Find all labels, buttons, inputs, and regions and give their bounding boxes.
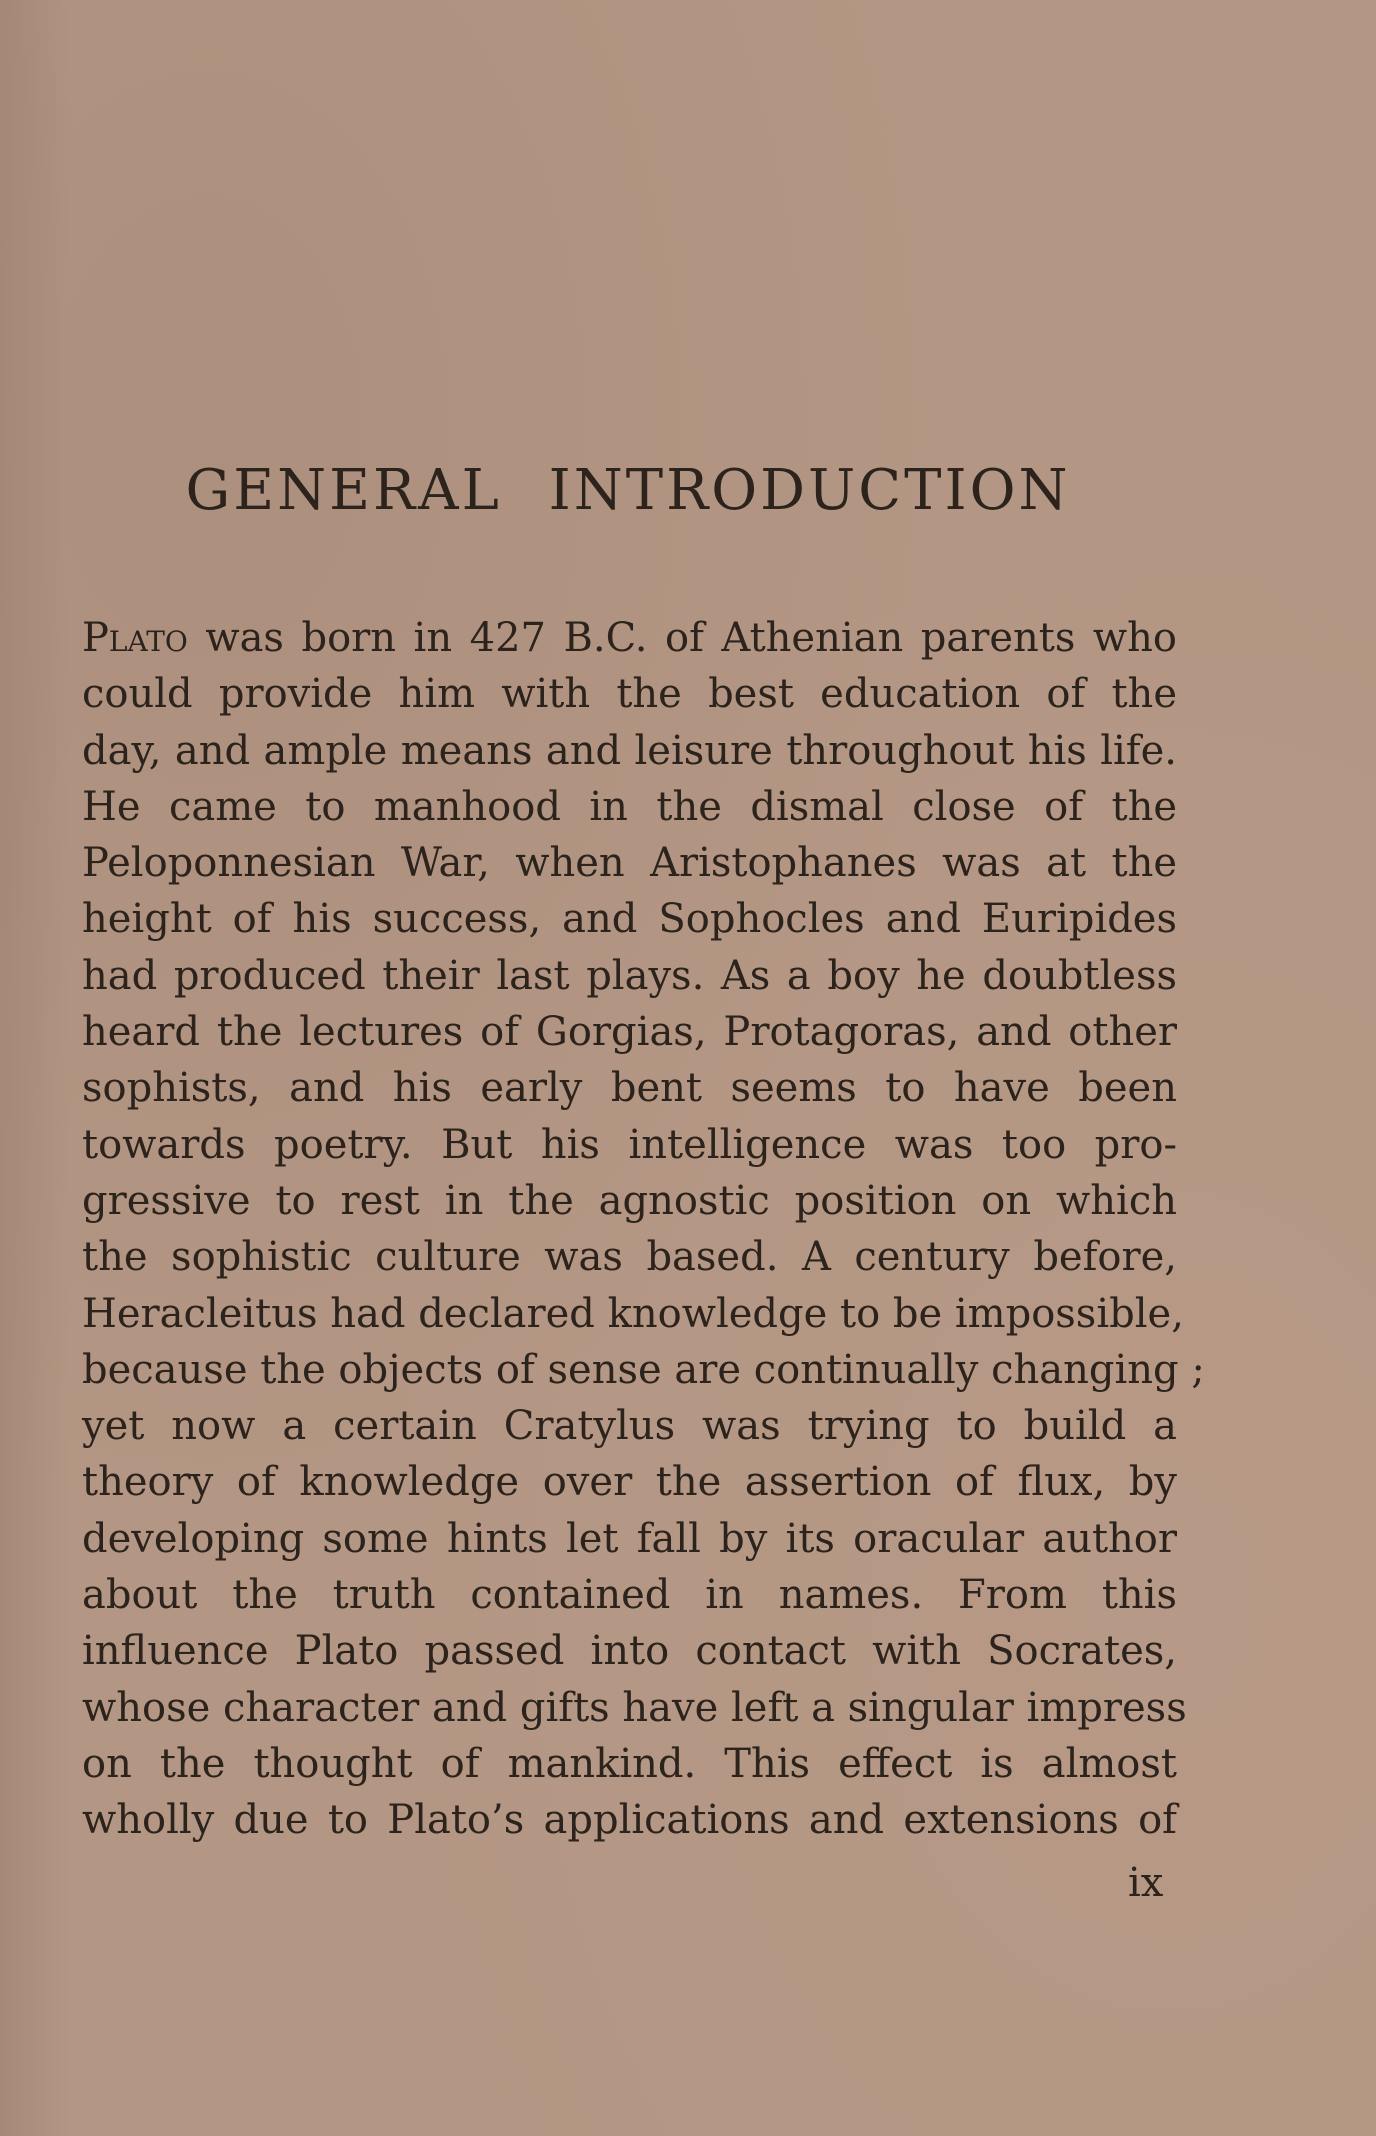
text-line: theory of knowledge over the assertion of flux, by	[82, 1459, 1177, 1506]
text-line: on the thought of mankind. This effect is almost	[82, 1740, 1177, 1787]
text-line: towards poetry. But his intelligence was too pro-	[82, 1121, 1177, 1168]
chapter-heading: GENERAL INTRODUCTION	[185, 458, 1071, 523]
text-line: about the truth contained in names. From this	[82, 1572, 1177, 1619]
text-line: wholly due to Plato’s applications and extensions of	[82, 1797, 1177, 1844]
text-line: had produced their last plays. As a boy he doubtless	[82, 952, 1177, 999]
text-line: Heracleitus had declared knowledge to be impossible,	[82, 1290, 1184, 1337]
text-line: yet now a certain Cratylus was trying to build a	[82, 1403, 1177, 1450]
text-line: could provide him with the best education of the	[82, 671, 1177, 718]
opening-word: Plato	[82, 615, 188, 661]
text-line: height of his success, and Sophocles and Euripides	[82, 896, 1177, 943]
text-line: sophists, and his early bent seems to have been	[82, 1065, 1177, 1112]
text-line: whose character and gifts have left a singular impress	[82, 1684, 1187, 1731]
text-line: developing some hints let fall by its oracular author	[82, 1515, 1177, 1562]
text-line: heard the lectures of Gorgias, Protagoras, and other	[82, 1009, 1177, 1056]
text-line: Plato was born in 427 B.C. of Athenian parents who	[82, 615, 1177, 661]
text-line: He came to manhood in the dismal close of the	[82, 783, 1177, 830]
text-line: because the objects of sense are continually changing ;	[82, 1346, 1205, 1393]
page-number: ix	[1128, 1860, 1164, 1906]
text-line: day, and ample means and leisure throughout his life.	[82, 727, 1177, 774]
text-line: the sophistic culture was based. A century before,	[82, 1234, 1177, 1281]
text-line: gressive to rest in the agnostic position on which	[82, 1177, 1177, 1224]
body-paragraph	[82, 610, 1205, 1849]
text-line: Peloponnesian War, when Aristophanes was at the	[82, 840, 1177, 887]
text-line: influence Plato passed into contact with Socrates,	[82, 1628, 1177, 1675]
